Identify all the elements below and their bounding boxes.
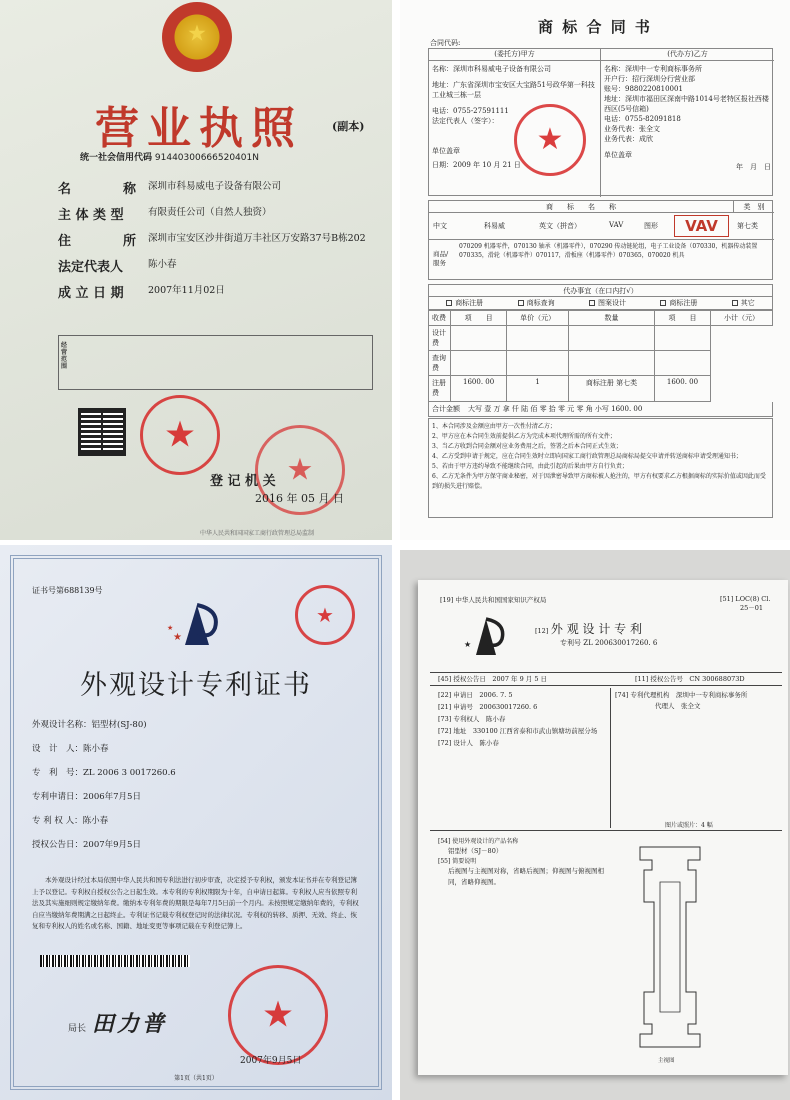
en-value: VAV: [609, 221, 624, 229]
party-b-staff: 业务代表：成欣: [604, 135, 653, 143]
patent-logo-icon: [460, 615, 510, 657]
party-a-address: 地址：广东省深圳市宝安区大宝路51号政华第一科技工业城三栋一层: [432, 81, 595, 99]
cert-title: 外观设计专利证书: [80, 670, 312, 701]
service-option: 商标注册: [446, 297, 483, 310]
director-signature: 田力普: [92, 1011, 168, 1037]
agent-label: [74] 专利代理机构 深圳中一专利商标事务所: [615, 691, 748, 699]
contract-notes: [428, 418, 773, 518]
license-row-label: 法定代表人: [58, 260, 124, 275]
party-a-date: 日期：2009 年 10 月 21 日: [432, 161, 521, 169]
patent-field: [22] 申请日 2006. 7. 5: [438, 691, 513, 699]
service-option: 图案设计: [589, 297, 626, 310]
party-a-label: (委托方)甲方: [429, 49, 601, 61]
registration-seal: ★: [255, 425, 345, 515]
contract-code-label: 合同代码:: [430, 39, 461, 47]
business-license: [0, 0, 392, 540]
license-row: [58, 230, 378, 250]
fee-cell: 商标注册 第七类: [569, 376, 655, 402]
cert-field-label: 专利申请日：: [32, 792, 84, 802]
license-row-value: 深圳市科易威电子设备有限公司: [148, 181, 282, 192]
qr-code: [78, 408, 126, 456]
contract-title: 商 标 合 同 书: [538, 18, 652, 36]
checkbox-icon: [732, 300, 738, 306]
license-scope-box: [58, 335, 373, 390]
license-row-label: 成 立 日 期: [58, 286, 124, 301]
cert-field-label: 设 计 人：: [32, 744, 84, 754]
cert-field-value: ZL 2006 3 0017260.6: [83, 768, 176, 778]
pub-header: [440, 595, 546, 604]
cert-field-label: 专 利 号：: [32, 768, 84, 778]
product-name: 铝型材（SJ－80）: [448, 847, 503, 855]
doc-title: 外 观 设 计 专 利: [550, 622, 642, 636]
cert-page: 第1页（共1页）: [174, 1075, 218, 1082]
views-label: 图片或照片：4 幅: [665, 822, 713, 829]
total-row: [428, 402, 773, 417]
party-b-label: (代办方)乙方: [601, 49, 774, 61]
fee-cell: [654, 351, 710, 376]
cert-field-value: 铝型材(SJ-80): [91, 720, 147, 730]
party-b-phone: 电话：0755-82091818: [604, 115, 681, 123]
class-code: [51] LOC(8) Cl.: [720, 595, 771, 603]
svg-text:★: ★: [464, 640, 472, 649]
service-option: 商标注册: [660, 297, 697, 310]
fee-col-header: 单价（元）: [507, 311, 569, 326]
figure-label: 图形: [644, 222, 658, 230]
patent-publication: [400, 550, 790, 1100]
contract-note: 4、乙方受到申请于规定，应在合同生效时立即向国家工商行政管理总局商标局提交申请并转送商标申请受理通知书；: [432, 453, 742, 460]
patent-left-fields: [438, 690, 608, 750]
party-b-name: 名称：深圳中一专利商标事务所: [604, 65, 702, 73]
total-text: 大写 壹 万 拿 仟 陆 佰 零 拾 零 元 零 角 小写 1600. 00: [468, 405, 643, 413]
svg-text:★: ★: [173, 632, 182, 643]
pub-doc-title: [535, 620, 642, 637]
view-caption: 主视图: [658, 1058, 675, 1064]
contract-note: 2、甲方应在本合同生效前提供乙方为完成本项代理所需的所有文件；: [432, 433, 616, 440]
fee-cell: [569, 326, 655, 351]
trademark-contract: [400, 0, 790, 540]
cert-field: [32, 761, 362, 785]
license-copy-label: (副本): [332, 120, 365, 133]
license-row-value: 有限责任公司（自然人独资）: [148, 207, 272, 218]
party-b-date: 年 月 日: [736, 163, 771, 171]
svg-text:★: ★: [167, 624, 174, 632]
party-a-name: 名称：深圳市科易威电子设备有限公司: [432, 65, 551, 73]
cert-field-value: 陈小春: [83, 744, 109, 754]
fees-block: [428, 310, 773, 417]
credit-code-label: 统一社会信用代码: [80, 153, 153, 163]
agent-person: 代理人 张全文: [655, 702, 701, 710]
patent-no: 专利号 ZL 200630017260. 6: [560, 639, 658, 647]
party-a-phone: 电话：0755-27591111: [432, 107, 509, 115]
services-title: 代办事宜（在口内打√）: [429, 285, 772, 297]
checkbox-icon: [518, 300, 524, 306]
header-office: 中华人民共和国国家知识产权局: [455, 596, 547, 604]
license-date: 2016 年 05 月 日: [255, 492, 344, 505]
license-row: [58, 178, 378, 198]
party-b-account: 账号：9880220810001: [604, 85, 683, 93]
license-fields: [58, 178, 378, 308]
cert-field: [32, 833, 362, 857]
product-label: [54] 使用外观设计的产品名称: [438, 838, 519, 845]
cert-field: [32, 785, 362, 809]
fee-col-header: 项 目: [654, 311, 710, 326]
cert-field: [32, 737, 362, 761]
fee-cell: 查询费: [429, 351, 451, 376]
party-a-seal: 单位盖章: [432, 147, 460, 155]
cert-field-label: 外观设计名称：: [32, 720, 92, 730]
services-block: [428, 284, 773, 310]
fees-label: 收费: [429, 311, 451, 326]
patent-field: [21] 申请号 200630017260. 6: [438, 703, 538, 711]
national-emblem-icon: [162, 2, 232, 72]
brief-label: [55] 简要说明: [438, 858, 477, 865]
patent-field: [72] 设计人 陈小春: [438, 739, 499, 747]
cert-field-value: 陈小春: [82, 816, 109, 826]
fee-cell: [507, 351, 569, 376]
cn-label: 中文: [433, 222, 447, 230]
fee-cell: 1600. 00: [654, 376, 710, 402]
fee-row: [429, 351, 773, 376]
class-value: 25－01: [740, 604, 764, 612]
license-row-value: 陈小春: [148, 259, 177, 270]
license-footer: 中华人民共和国国家工商行政管理总局监制: [200, 530, 315, 537]
pub-number: [11] 授权公告号 CN 300688073D: [635, 675, 745, 683]
cert-field-value: 2007年9月5日: [83, 840, 141, 850]
contract-note: 5、若由于甲方违约导致不能继续合同，由此引起的后果由甲方自行负责；: [432, 463, 628, 470]
fee-cell: [569, 351, 655, 376]
cert-number: 证书号第688139号: [32, 586, 103, 595]
license-row: [58, 282, 378, 302]
cert-top-seal: ★: [295, 585, 355, 645]
cert-fields: [32, 713, 362, 857]
fee-cell: 1600. 00: [451, 376, 507, 402]
fee-cell: [507, 326, 569, 351]
service-option: 商标查询: [518, 297, 555, 310]
cert-field-label: 专 利 权 人：: [32, 816, 83, 826]
party-b-bank: 开户行：招行深圳分行营业部: [604, 75, 695, 83]
patent-certificate: [0, 545, 392, 1100]
fee-cell: [451, 351, 507, 376]
license-row-label: 主 体 类 型: [58, 208, 124, 223]
party-b-address: 地址：深圳市福田区深南中路1014号老特区报社西楼西区(5号信箱): [604, 95, 769, 113]
cert-date: 2007年9月5日: [240, 1056, 302, 1066]
license-row: [58, 256, 378, 276]
cert-field: [32, 713, 362, 737]
doc-code: [12]: [535, 627, 549, 635]
fee-cell: [654, 326, 710, 351]
class-label: 类 别: [734, 201, 774, 213]
fee-cell: 1: [507, 376, 569, 402]
scope-label: 经营范围: [61, 342, 68, 370]
party-b-seal: 单位盖章: [604, 151, 632, 159]
company-seal: ★: [140, 395, 220, 475]
cert-field-label: 授权公告日：: [32, 840, 84, 850]
vav-logo: VAV: [674, 215, 729, 237]
services-list: [429, 297, 772, 310]
license-row-label: 住 所: [58, 234, 137, 249]
grant-date: [45] 授权公告日 2007 年 9 月 5 日: [438, 675, 548, 683]
license-title: 营业执照: [95, 103, 303, 154]
fee-col-header: 小计（元）: [711, 311, 773, 326]
party-b-agent: 业务代表：张全文: [604, 125, 660, 133]
fee-cell: 注册费: [429, 376, 451, 402]
director-label: 局长: [68, 1024, 87, 1034]
registration-authority-label: 登 记 机 关: [210, 474, 276, 489]
fee-cell: 设计费: [429, 326, 451, 351]
license-row-value: 深圳市宝安区沙井街道万丰社区万安路37号B栋202: [148, 233, 366, 244]
contract-note: 6、乙方无条件为甲方保守商业秘密，对于因泄密导致甲方商标被人抢注的，甲方有权要求乙方根据商标的实际价值或因此而受到的损失进行赔偿。: [432, 473, 766, 490]
mark-header: 商 标 名 称: [429, 201, 734, 213]
fee-col-header: 项 目: [451, 311, 507, 326]
class-value: 第七类: [737, 222, 758, 230]
goods-label: 商品/服务: [433, 250, 449, 267]
sipo-logo-icon: [165, 600, 225, 650]
fee-cell: [451, 326, 507, 351]
cert-field: [32, 809, 362, 833]
fee-col-header: 数量: [569, 311, 655, 326]
contract-note: 3、当乙方收到合同金额对应业务费用之后，签署之后本合同正式生效；: [432, 443, 622, 450]
license-row: [58, 204, 378, 224]
trademark-block: [428, 200, 773, 280]
checkbox-icon: [660, 300, 666, 306]
contract-note: 1、本合同涉及金额应由甲方一次性付清乙方；: [432, 423, 556, 430]
license-row-value: 2007年11月02日: [148, 285, 225, 296]
credit-code-line: [80, 150, 259, 163]
fee-row: [429, 376, 773, 402]
brief-text: 后视图与主视图对称，省略后视图；仰视图与俯视图相同，省略仰视图。: [448, 867, 604, 886]
fee-row: [429, 326, 773, 351]
cert-body: 本外观设计经过本局依照中华人民共和国专利法进行初步审查，决定授予专利权，颁发本证书并在专利登记簿上予以登记。专利权自授权公告之日起生效。本专利的专利权期限为十年，自申请日起算。专利权人应当依照专利法及其实施细则规定缴纳年费。缴纳本专利年费的期限是每年7月5日前一个月内。未按照规定缴纳年费的，专利权自应当缴纳年费期满之日起终止。专利证书记载专利权登记时的法律状况。专利权的转移、质押、无效、终止、恢复和专利权人的姓名或名称、国籍、地址变更等事项记载在专利登记簿上。: [32, 876, 359, 930]
checkbox-icon: [589, 300, 595, 306]
service-option: 其它: [732, 297, 755, 310]
en-label: 英文（拼音）: [539, 222, 581, 230]
parties-block: [428, 48, 773, 196]
pub-class: [720, 595, 770, 612]
credit-code: 91440300666520401N: [154, 153, 259, 163]
aluminum-profile-drawing: [630, 842, 710, 1052]
cert-field-value: 2006年7月5日: [83, 792, 141, 802]
patent-field: [73] 专利权人 陈小春: [438, 715, 506, 723]
party-a-company-seal: ★: [514, 104, 586, 176]
total-label: 合计金额: [432, 405, 460, 413]
header-code: [19]: [440, 596, 454, 604]
cn-value: 科易威: [484, 222, 505, 230]
party-a-rep: 法定代表人（签字）：: [432, 117, 499, 125]
cert-barcode: [40, 955, 190, 967]
goods-text: 070209 机器零件，070130 轴承（机器零件），070290 传动链轮组，电子工业设备（070330，机器传动装置 070335，滑轮（机器零件）070117，滑板座（机器零件）070365，070020 机具: [459, 243, 758, 259]
license-row-label: 名 称: [58, 182, 137, 197]
cert-seal: ★: [228, 965, 328, 1065]
checkbox-icon: [446, 300, 452, 306]
patent-field: [72] 地址 330100 江西省泰和市武山镇塘坊前屋分场: [438, 727, 598, 735]
